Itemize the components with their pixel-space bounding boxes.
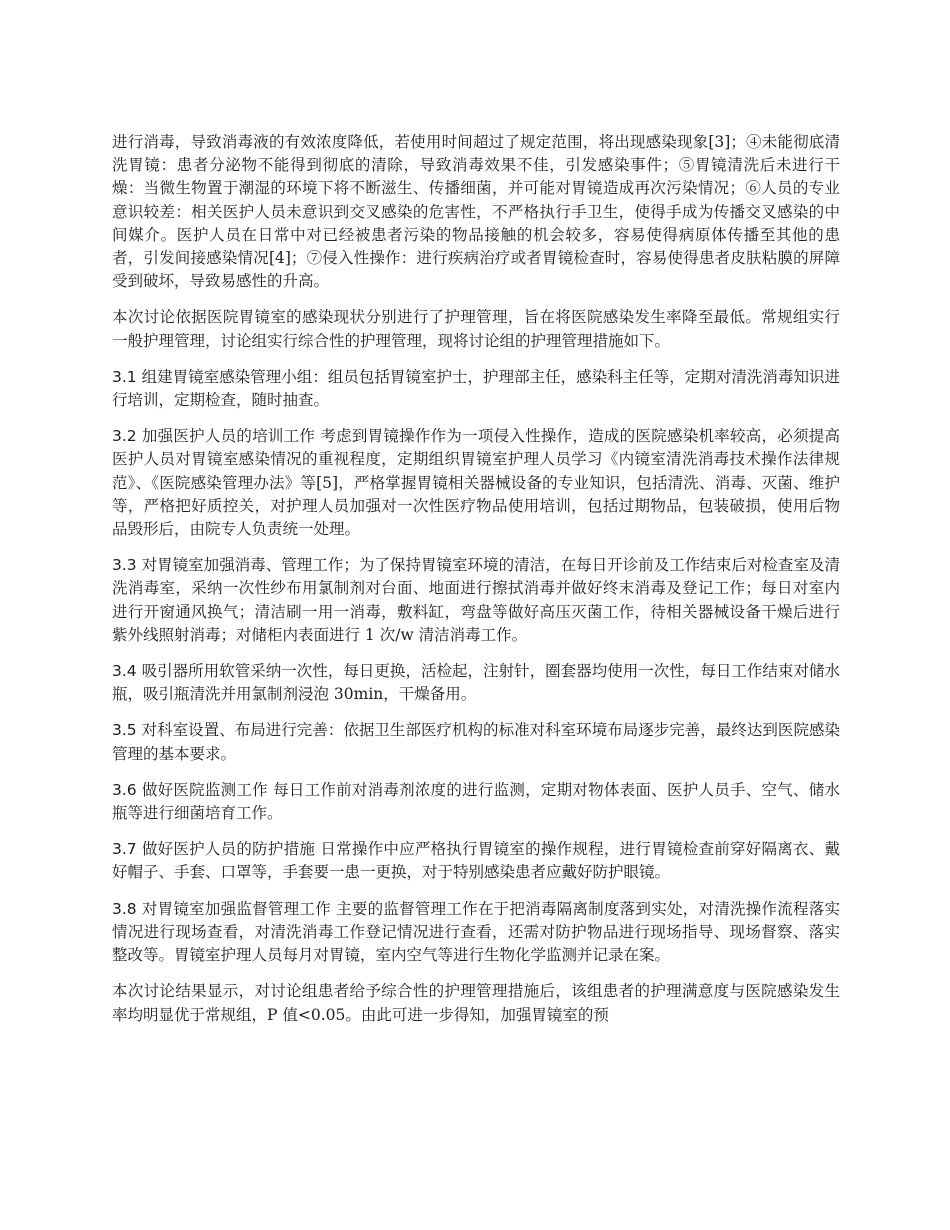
- section-number: 3.4: [112, 662, 137, 681]
- paragraph-text: 加强医护人员的培训工作 考虑到胃镜操作作为一项侵入性操作，造成的医院感染机率较高，必须提高医护人员对胃镜室感染情况的重视程度，定期组织胃镜室护理人员学习《内镜室清洗消毒技术操作法律规范》、《医院感染管理办法》等[5]，严格掌握胃镜相关器械设备的专业知识，包括清洗、消毒、灭菌、维护等，严格把好质控关，对护理人员加强对一次性医疗物品使用培训，包括过期物品，包装破损，使用后物品毁形后，由院专人负责统一处理。: [112, 427, 840, 539]
- section-number: 3.2: [112, 427, 137, 446]
- paragraph-text: 做好医护人员的防护措施 日常操作中应严格执行胃镜室的操作规程，进行胃镜检查前穿好隔离衣、戴好帽子、手套、口罩等，手套要一患一更换，对于特别感染患者应戴好防护眼镜。: [112, 840, 840, 882]
- paragraph-section-3-7: [112, 838, 840, 884]
- paragraph-text: 对科室设置、布局进行完善：依据卫生部医疗机构的标准对科室环境布局逐步完善，最终达到医院感染管理的基本要求。: [112, 721, 840, 763]
- paragraph-section-3-4: [112, 660, 840, 706]
- paragraph-text: 本次讨论依据医院胃镜室的感染现状分别进行了护理管理，旨在将医院感染发生率降至最低。常规组实行一般护理管理，讨论组实行综合性的护理管理，现将讨论组的护理管理措施如下。: [112, 308, 840, 350]
- paragraph-text: 吸引器所用软管采纳一次性，每日更换，活检起，注射针，圈套器均使用一次性，每日工作结束对储水瓶，吸引瓶清洗并用氯制剂浸泡 30min，干燥备用。: [112, 662, 840, 704]
- document-body: [112, 131, 840, 1040]
- paragraph-discussion-intro: [112, 306, 840, 352]
- paragraph-text: 对胃镜室加强监督管理工作 主要的监督管理工作在于把消毒隔离制度落到实处，对清洗操作流程落实情况进行现场查看，对清洗消毒工作登记情况进行查看，还需对防护物品进行现场指导、现场督察、落实整改等。胃镜室护理人员每月对胃镜，室内空气等进行生物化学监测并记录在案。: [112, 899, 840, 965]
- section-number: 3.5: [112, 721, 137, 740]
- section-number: 3.7: [112, 840, 137, 859]
- section-number: 3.1: [112, 367, 137, 386]
- paragraph-text: 进行消毒，导致消毒液的有效浓度降低，若使用时间超过了规定范围，将出现感染现象[3]；④未能彻底清洗胃镜：患者分泌物不能得到彻底的清除，导致消毒效果不佳，引发感染事件；⑤胃镜清洗后未进行干燥：当微生物置于潮湿的环境下将不断滋生、传播细菌，并可能对胃镜造成再次污染情况；⑥人员的专业意识较差：相关医护人员未意识到交叉感染的危害性，不严格执行手卫生，使得手成为传播交叉感染的中间媒介。医护人员在日常中对已经被患者污染的物品接触的机会较多，容易使得病原体传播至其他的患者，引发间接感染情况[4]；⑦侵入性操作：进行疾病治疗或者胃镜检查时，容易使得患者皮肤粘膜的屏障受到破坏，导致易感性的升高。: [112, 133, 840, 291]
- paragraph-section-3-1: [112, 366, 840, 412]
- section-number: 3.8: [112, 899, 137, 918]
- paragraph-text: 做好医院监测工作 每日工作前对消毒剂浓度的进行监测，定期对物体表面、医护人员手、空气、储水瓶等进行细菌培育工作。: [112, 780, 840, 823]
- paragraph-section-3-3: [112, 554, 840, 647]
- paragraph-section-3-2: [112, 425, 840, 541]
- section-number: 3.6: [112, 780, 137, 799]
- paragraph-results-conclusion: [112, 980, 840, 1026]
- paragraph-text: 本次讨论结果显示，对讨论组患者给予综合性的护理管理措施后，该组患者的护理满意度与医院感染发生率均明显优于常规组，P 值<0.05。由此可进一步得知，加强胃镜室的预: [112, 982, 840, 1024]
- paragraph-section-3-8: [112, 898, 840, 968]
- paragraph-infection-causes: [112, 131, 840, 293]
- section-number: 3.3: [112, 556, 137, 575]
- paragraph-section-3-5: [112, 719, 840, 765]
- paragraph-text: 对胃镜室加强消毒、管理工作；为了保持胃镜室环境的清洁，在每日开诊前及工作结束后对检查室及清洗消毒室，采纳一次性纱布用氯制剂对台面、地面进行擦拭消毒并做好终末消毒及登记工作；每日对室内进行开窗通风换气；清洁刷一用一消毒，敷料缸，弯盘等做好高压灭菌工作，待相关器械设备干燥后进行紫外线照射消毒；对储柜内表面进行 1 次/w 清洁消毒工作。: [112, 556, 840, 644]
- paragraph-text: 组建胃镜室感染管理小组：组员包括胃镜室护士，护理部主任，感染科主任等，定期对清洗消毒知识进行培训，定期检查，随时抽查。: [112, 367, 840, 410]
- paragraph-section-3-6: [112, 779, 840, 825]
